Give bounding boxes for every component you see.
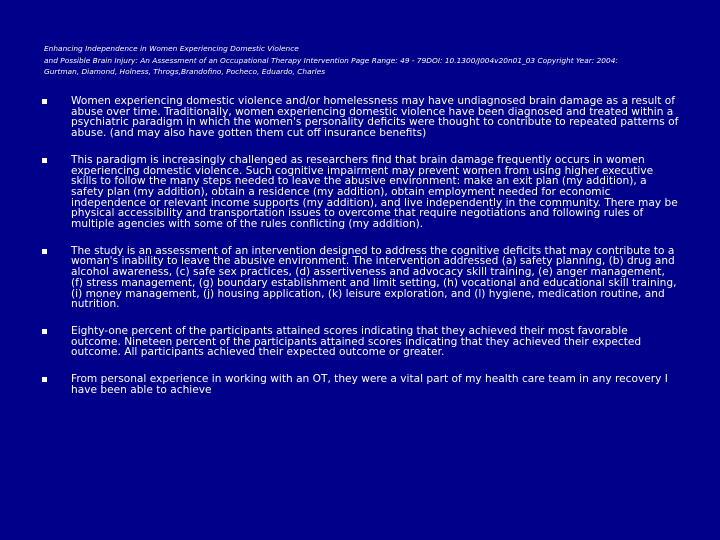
- square-bullet-icon: [42, 329, 47, 334]
- bullet-item: [40, 246, 680, 310]
- citation-authors-line: Gurtman, Diamond, Holness, Throgs,Brandofino, Pocheco, Eduardo, Charles: [44, 67, 326, 76]
- bullet-item: [40, 155, 680, 230]
- bullet-item: [40, 374, 680, 395]
- bullet-text: The study is an assessment of an intervention designed to address the cognitive deficits that may contribute to a woman's inability to leave the abusive environment. The intervention addressed (a) safety planning, (b) drug and alcohol awareness, (c) safe sex practices, (d) assertiveness and advocacy skill training, (e) anger management, (f) stress management, (g) boundary establishment and limit setting, (h) vocational and educational skill training, (i) money management, (j) housing application, (k) leisure exploration, and (l) hygiene, medication routine, and nutrition.: [71, 244, 677, 311]
- bullet-text: Eighty-one percent of the participants attained scores indicating that they achieved their most favorable outcome. Nineteen percent of the participants attained scores indicating that they achieved their expected outcome. All participants achieved their expected outcome or greater.: [71, 324, 642, 359]
- bullet-text: From personal experience in working with an OT, they were a vital part of my health care team in any recovery I have been able to achieve: [71, 373, 668, 396]
- bullet-item: [40, 326, 680, 358]
- square-bullet-icon: [42, 377, 47, 382]
- citation-header: [44, 43, 694, 78]
- bullet-text: This paradigm is increasingly challenged as researchers find that brain damage frequently occurs in women experiencing domestic violence. Such cognitive impairment may prevent women from using higher executive skills to follow the many steps needed to leave the abusive environment: make an exit plan (my addition), a safety plan (my addition), obtain a residence (my addition), obtain employment needed for economic independence or relevant income supports (my addition), and live independently in the community. There may be physical accessibility and transportation issues to overcome that require negotiations and following rules of multiple agencies with some of the rules conflicting (my addition).: [71, 153, 678, 231]
- bullet-item: [40, 96, 680, 139]
- square-bullet-icon: [42, 99, 47, 104]
- square-bullet-icon: [42, 249, 47, 254]
- citation-source-line: and Possible Brain Injury: An Assessment of an Occupational Therapy Intervention Page Range: 49 - 79DOI: 10.1300/J004v20n01_03 Copyright Year: 2004:: [44, 55, 618, 65]
- bullet-text: Women experiencing domestic violence and/or homelessness may have undiagnosed brain damage as a result of abuse over time. Traditionally, women experiencing domestic violence have been diagnosed and treated within a psychiatric paradigm in which the women's personality deficits were thought to contribute to repeated patterns of abuse. (and may also have gotten them cut off insurance benefits): [71, 95, 679, 140]
- bullet-list: [40, 96, 680, 411]
- citation-title-line: Enhancing Independence in Women Experiencing Domestic Violence: [44, 44, 299, 53]
- square-bullet-icon: [42, 158, 47, 163]
